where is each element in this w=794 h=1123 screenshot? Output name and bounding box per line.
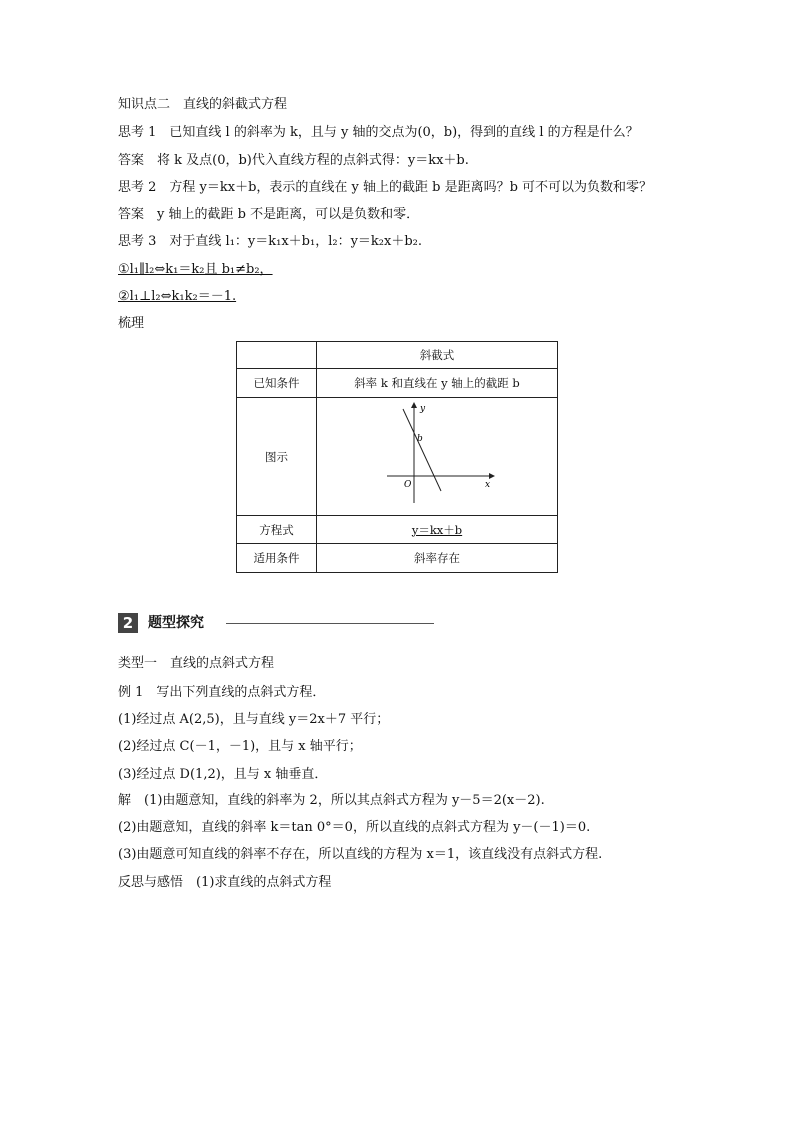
- table-header-empty: [237, 342, 317, 369]
- x-axis-arrow: [489, 473, 495, 479]
- table-row-value: 斜率存在: [317, 544, 558, 573]
- table-row-value: 斜率 k 和直线在 y 轴上的截距 b: [317, 369, 558, 398]
- example-1-q1: (1)经过点 A(2,5)，且与直线 y＝2x＋7 平行；: [118, 712, 390, 727]
- table-graph-cell: [317, 398, 558, 516]
- origin-label: O: [404, 479, 412, 490]
- example-1-q3: (3)经过点 D(1,2)，且与 x 轴垂直．: [118, 767, 328, 782]
- table-row-label: 适用条件: [237, 544, 317, 573]
- solution-1: 解 (1)由题意知，直线的斜率为 2，所以其点斜式方程为 y－5＝2(x－2).: [118, 793, 545, 808]
- heading-knowledge-point-2: 知识点二 直线的斜截式方程: [118, 97, 288, 112]
- line-graph: [317, 399, 557, 515]
- example-1: 例 1 写出下列直线的点斜式方程．: [118, 685, 326, 700]
- type-1-heading: 类型一 直线的点斜式方程: [118, 656, 275, 671]
- think-3-item-1: ①l₁∥l₂⇔k₁＝k₂且 b₁≠b₂，: [118, 262, 273, 277]
- y-axis-arrow: [411, 402, 417, 408]
- table-row-label: 方程式: [237, 516, 317, 544]
- intercept-label: b: [417, 433, 423, 444]
- table-row-label: 已知条件: [237, 369, 317, 398]
- solution-3: (3)由题意可知直线的斜率不存在，所以直线的方程为 x＝1，该直线没有点斜式方程.: [118, 847, 603, 862]
- summary-label: 梳理: [118, 316, 145, 331]
- think-1-question: 思考 1 已知直线 l 的斜率为 k，且与 y 轴的交点为(0，b)，得到的直线 l 的方程是什么？: [118, 125, 639, 140]
- equation-value: y＝kx＋b: [411, 522, 463, 537]
- example-1-q2: (2)经过点 C(－1，－1)，且与 x 轴平行；: [118, 739, 362, 754]
- section-divider: [226, 623, 434, 624]
- y-axis-label: y: [420, 403, 426, 414]
- table-row-value: [317, 516, 558, 544]
- graph-line: [403, 409, 441, 491]
- table-header: 斜截式: [317, 342, 558, 369]
- solution-2: (2)由题意知，直线的斜率 k＝tan 0°＝0，所以直线的点斜式方程为 y－(－1)＝0.: [118, 820, 591, 835]
- section-number-badge: 2: [118, 613, 138, 633]
- think-2-answer: 答案 y 轴上的截距 b 不是距离，可以是负数和零．: [118, 207, 420, 222]
- think-2-question: 思考 2 方程 y＝kx＋b，表示的直线在 y 轴上的截距 b 是距离吗？b 可不可以为负数和零？: [118, 180, 653, 195]
- think-3-item-2: ②l₁⊥l₂⇔k₁k₂＝－1.: [118, 289, 237, 304]
- x-axis-label: x: [485, 479, 491, 490]
- table-row-label: 图示: [237, 398, 317, 516]
- think-3-question: 思考 3 对于直线 l₁：y＝k₁x＋b₁，l₂：y＝k₂x＋b₂.: [118, 234, 423, 249]
- think-1-answer: 答案 将 k 及点(0，b)代入直线方程的点斜式得：y＝kx＋b.: [118, 153, 469, 168]
- slope-intercept-table: [236, 341, 558, 573]
- reflection: 反思与感悟 (1)求直线的点斜式方程: [118, 875, 332, 890]
- section-title: 题型探究: [148, 615, 204, 631]
